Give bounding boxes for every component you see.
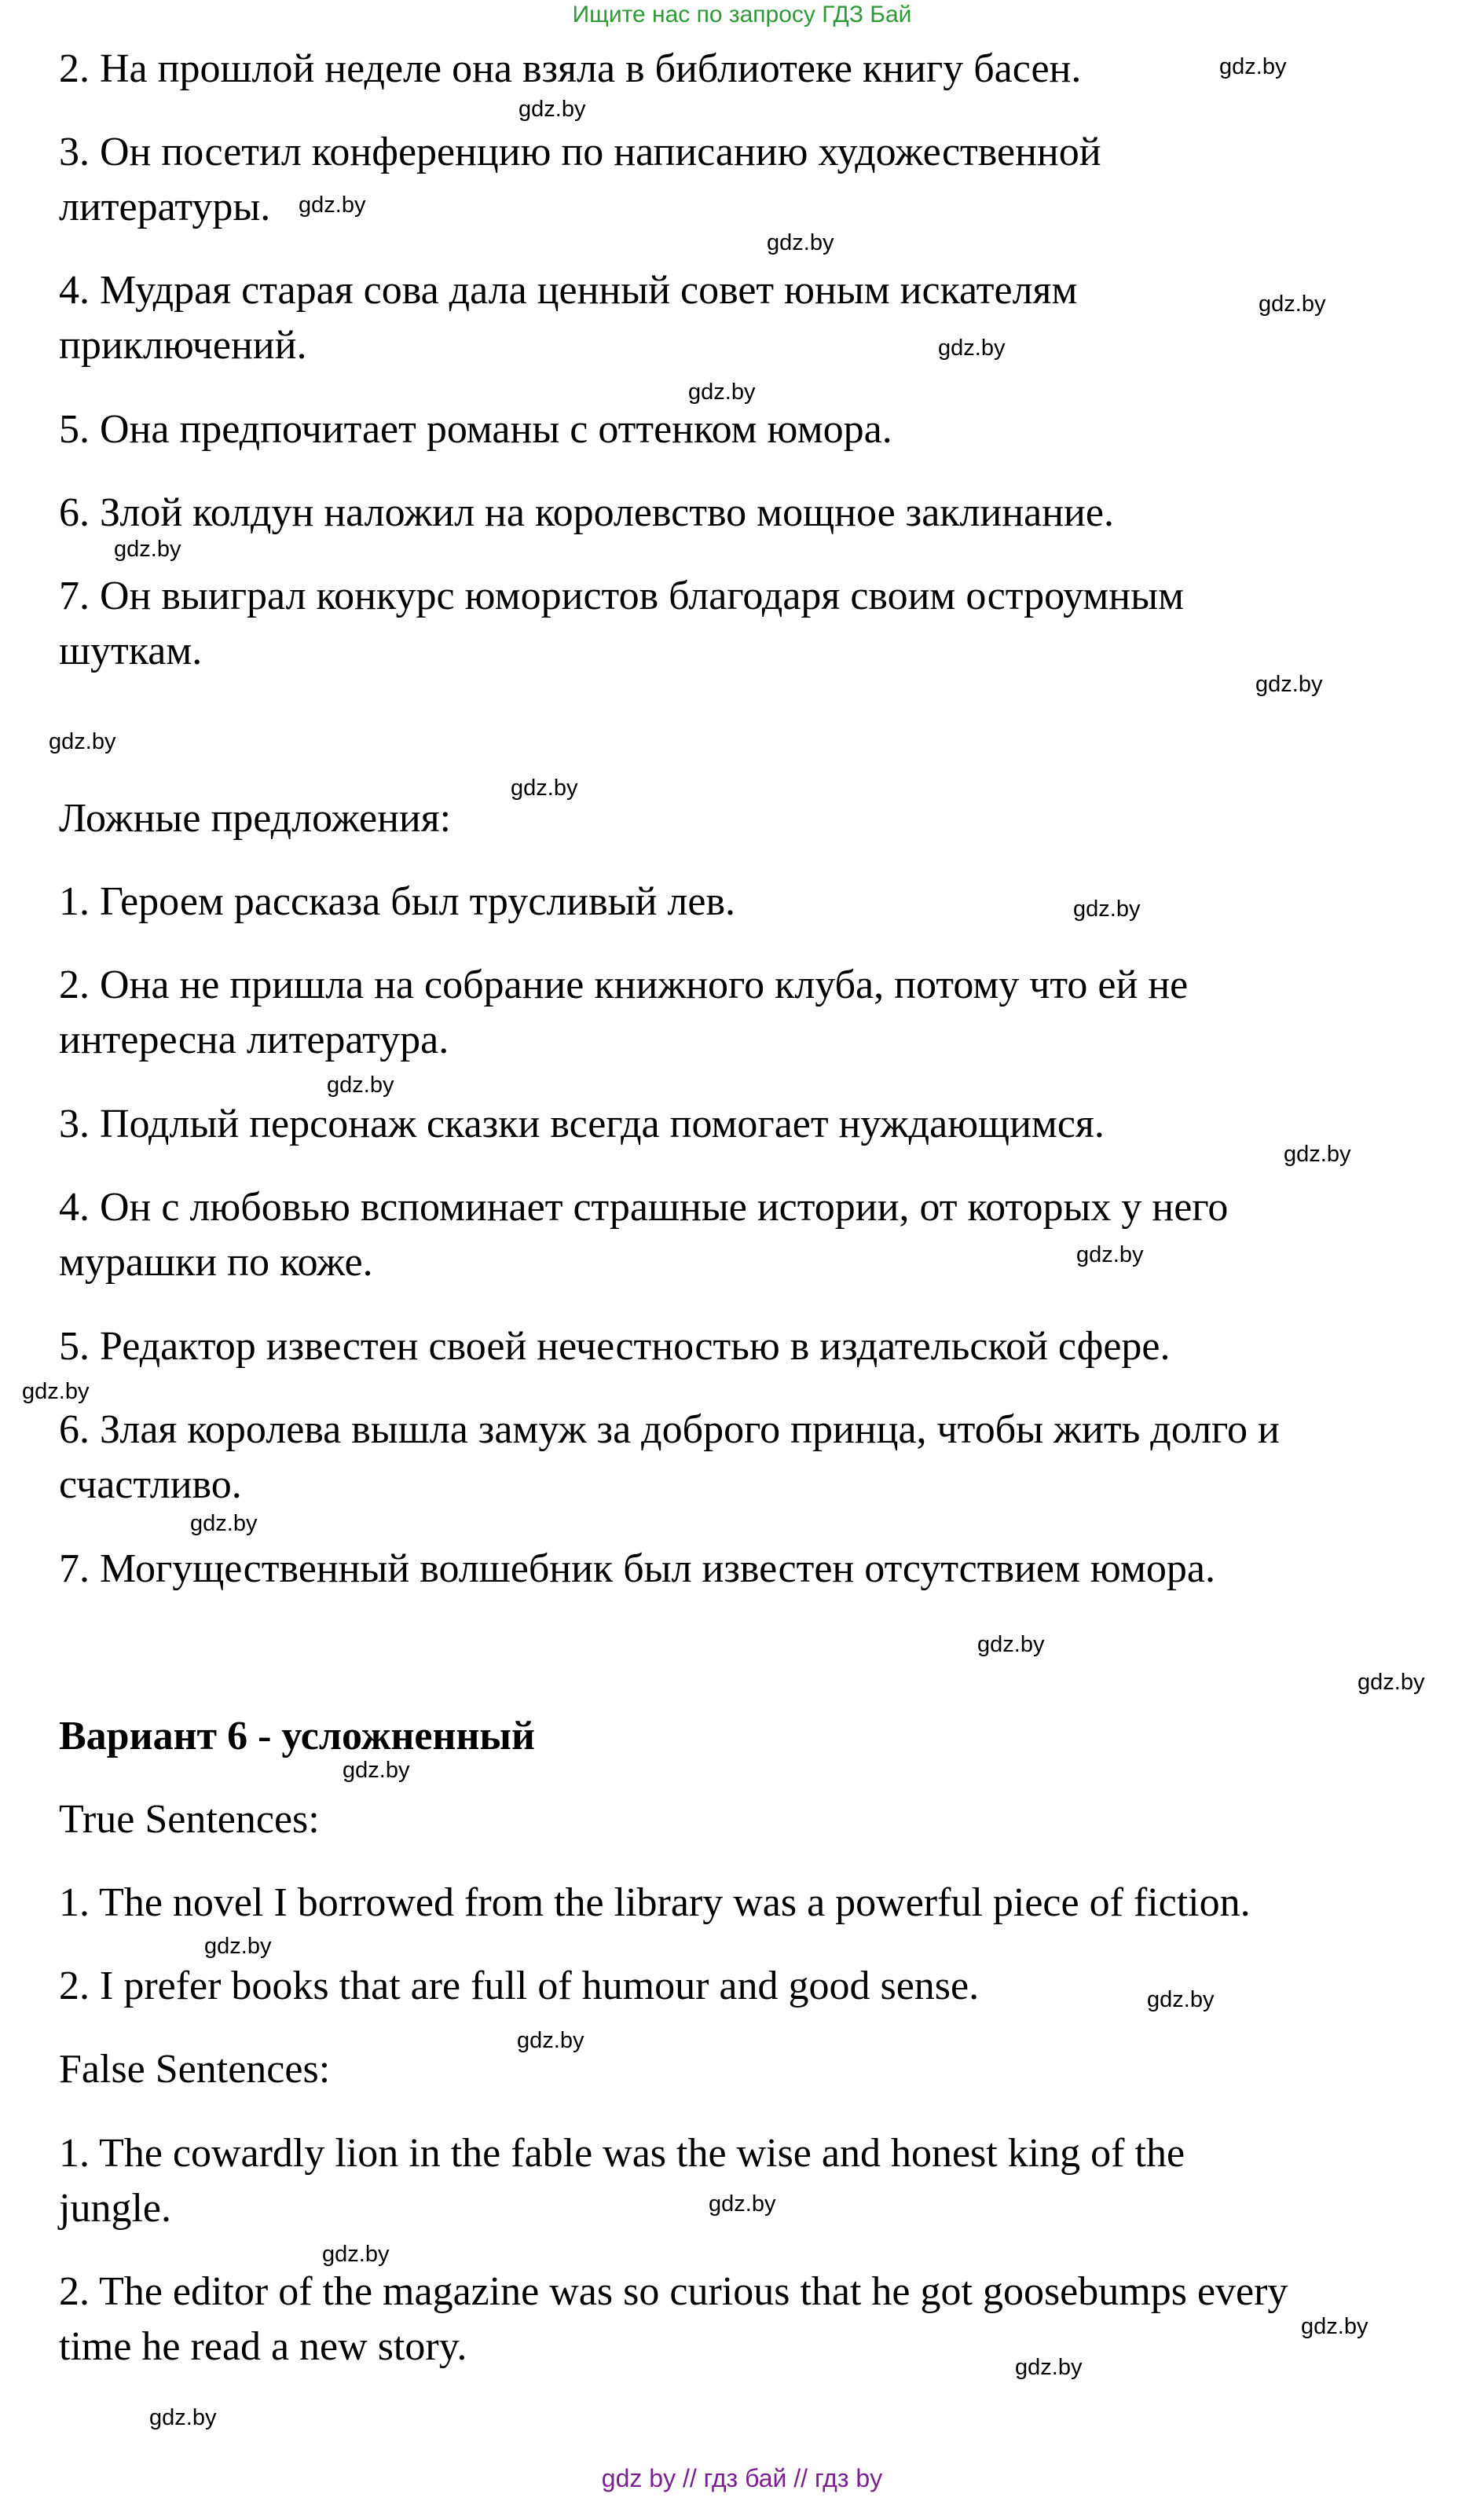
true-sentence-ru-6: 6. Злой колдун наложил на королевство мощное заклинание. <box>59 490 1114 535</box>
watermark-text: gdz.by <box>1076 1242 1144 1267</box>
watermark-text: gdz.by <box>322 2242 390 2267</box>
false-sentence-ru-4: 4. Он с любовью вспоминает страшные истории, от которых у него <box>59 1185 1229 1230</box>
false-sentence-ru-7: 7. Могущественный волшебник был известен отсутствием юмора. <box>59 1546 1215 1591</box>
true-sentence-ru-5: 5. Она предпочитает романы с оттенком юмора. <box>59 407 892 452</box>
false-heading-en: False Sentences: <box>59 2047 331 2092</box>
watermark-text: gdz.by <box>1259 292 1326 317</box>
variant-heading: Вариант 6 - усложненный <box>59 1714 535 1758</box>
watermark-text: gdz.by <box>1284 1142 1351 1167</box>
watermark-text: gdz.by <box>1015 2355 1083 2380</box>
true-sentence-ru-2: 2. На прошлой неделе она взяла в библиотеке книгу басен. <box>59 46 1082 91</box>
true-sentence-en-2: 2. I prefer books that are full of humour and good sense. <box>59 1964 980 2008</box>
watermark-text: gdz.by <box>114 537 181 562</box>
false-sentence-en-1: 1. The cowardly lion in the fable was the wise and honest king of the <box>59 2131 1185 2176</box>
true-sentence-ru-3-cont: литературы. <box>59 185 271 229</box>
watermark-text: gdz.by <box>22 1379 90 1404</box>
footer-links: gdz by // гдз бай // гдз by <box>601 2464 883 2492</box>
true-sentence-en-1: 1. The novel I borrowed from the library was a powerful piece of fiction. <box>59 1880 1251 1925</box>
false-sentence-ru-6-cont: счастливо. <box>59 1462 242 1507</box>
false-sentence-ru-3: 3. Подлый персонаж сказки всегда помогает нуждающимся. <box>59 1102 1105 1146</box>
watermark-text: gdz.by <box>518 97 586 122</box>
watermark-text: gdz.by <box>688 380 756 405</box>
watermark-text: gdz.by <box>190 1511 258 1536</box>
search-hint-banner: Ищите нас по запросу ГДЗ Бай <box>572 2 912 28</box>
watermark-text: gdz.by <box>977 1632 1045 1657</box>
watermark-text: gdz.by <box>204 1934 272 1959</box>
false-sentence-ru-2-cont: интересна литература. <box>59 1018 449 1062</box>
true-heading-en: True Sentences: <box>59 1797 320 1842</box>
watermark-text: gdz.by <box>1219 54 1287 79</box>
watermark-text: gdz.by <box>1147 1987 1215 2012</box>
watermark-text: gdz.by <box>327 1073 394 1098</box>
false-sentence-en-1-cont: jungle. <box>59 2186 171 2231</box>
false-sentence-ru-6: 6. Злая королева вышла замуж за доброго принца, чтобы жить долго и <box>59 1407 1280 1452</box>
true-sentence-ru-7-cont: шуткам. <box>59 629 203 673</box>
watermark-text: gdz.by <box>343 1758 410 1783</box>
false-sentence-ru-5: 5. Редактор известен своей нечестностью в издательской сфере. <box>59 1324 1171 1369</box>
watermark-text: gdz.by <box>299 193 366 218</box>
true-sentence-ru-4: 4. Мудрая старая сова дала ценный совет юным искателям <box>59 268 1078 313</box>
watermark-text: gdz.by <box>709 2191 776 2217</box>
watermark-text: gdz.by <box>149 2405 217 2430</box>
false-sentence-ru-1: 1. Героем рассказа был трусливый лев. <box>59 879 735 924</box>
watermark-text: gdz.by <box>517 2028 584 2053</box>
watermark-text: gdz.by <box>767 230 834 255</box>
watermark-text: gdz.by <box>511 776 578 801</box>
watermark-text: gdz.by <box>1255 672 1323 697</box>
watermark-text: gdz.by <box>49 729 116 754</box>
false-sentence-ru-2: 2. Она не пришла на собрание книжного клуба, потому что ей не <box>59 963 1189 1007</box>
false-sentence-en-2-cont: time he read a new story. <box>59 2324 467 2369</box>
true-sentence-ru-3: 3. Он посетил конференцию по написанию художественной <box>59 130 1101 174</box>
watermark-text: gdz.by <box>1301 2314 1369 2339</box>
false-heading-ru: Ложные предложения: <box>59 796 452 841</box>
false-sentence-ru-4-cont: мурашки по коже. <box>59 1240 373 1285</box>
watermark-text: gdz.by <box>1358 1670 1425 1695</box>
watermark-text: gdz.by <box>938 336 1006 361</box>
false-sentence-en-2: 2. The editor of the magazine was so curious that he got goosebumps every <box>59 2269 1288 2314</box>
true-sentence-ru-4-cont: приключений. <box>59 323 307 368</box>
watermark-text: gdz.by <box>1073 897 1141 922</box>
true-sentence-ru-7: 7. Он выиграл конкурс юмористов благодаря своим остроумным <box>59 574 1184 618</box>
